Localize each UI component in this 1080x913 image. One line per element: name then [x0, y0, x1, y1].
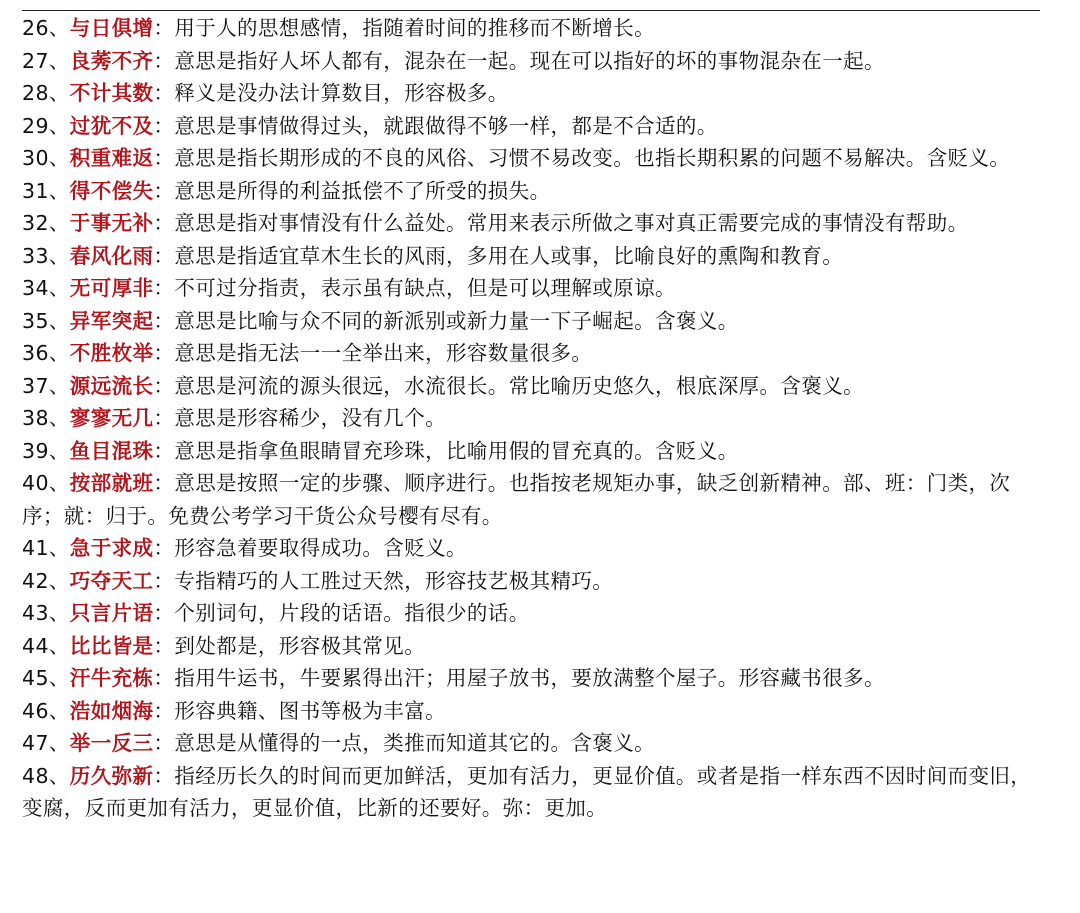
idiom-entry — [22, 110, 1040, 143]
idiom-entry — [22, 175, 1040, 208]
idiom-definition: 意思是事情做得过头，就跟做得不够一样，都是不合适的。 — [174, 113, 718, 138]
idiom-entry — [22, 662, 1040, 695]
entry-number: 36、 — [22, 341, 70, 365]
idiom-term: 举一反三 — [69, 731, 154, 755]
idiom-definition: 意思是按照一定的步骤、顺序进行。也指按老规矩办事，缺乏创新精神。部、班：门类，次序；就：归于。免费公考学习干货公众号樱有尽有。 — [22, 471, 1011, 528]
term-separator: ： — [153, 601, 175, 625]
idiom-term: 鱼目混珠 — [69, 438, 154, 463]
entry-number: 34、 — [22, 276, 70, 300]
idiom-definition: 不可过分指责，表示虽有缺点，但是可以理解或原谅。 — [174, 276, 676, 300]
idiom-definition: 指经历长久的时间而更加鲜活，更加有活力，更显价值。或者是指一样东西不因时间而变旧，变腐，反而更加有活力，更显价值，比新的还要好。弥：更加。 — [22, 763, 1032, 820]
entry-number: 43、 — [22, 601, 70, 625]
entry-number: 26、 — [22, 16, 70, 40]
idiom-entry — [22, 240, 1040, 273]
idiom-term: 不计其数 — [69, 81, 154, 105]
term-separator: ： — [153, 633, 175, 658]
term-separator: ： — [153, 16, 175, 40]
idiom-term: 不胜枚举 — [69, 341, 154, 365]
idiom-definition: 个别词句，片段的话语。指很少的话。 — [174, 601, 530, 625]
entry-number: 44、 — [22, 633, 70, 658]
idiom-entry — [22, 45, 1040, 78]
entry-number: 48、 — [22, 763, 70, 788]
idiom-definition: 形容典籍、图书等极为丰富。 — [174, 698, 447, 723]
entry-number: 27、 — [22, 48, 70, 73]
idiom-term: 于事无补 — [69, 211, 154, 235]
idiom-term: 急于求成 — [69, 536, 154, 560]
idiom-definition: 专指精巧的人工胜过天然，形容技艺极其精巧。 — [174, 568, 614, 593]
idiom-definition: 意思是形容稀少，没有几个。 — [174, 406, 447, 430]
entry-number: 42、 — [22, 568, 70, 593]
entry-number: 32、 — [22, 211, 70, 235]
term-separator: ： — [153, 438, 175, 463]
idiom-entry — [22, 370, 1040, 403]
term-separator: ： — [153, 113, 175, 138]
idiom-term: 寥寥无几 — [69, 406, 154, 430]
idiom-entry — [22, 565, 1040, 598]
idiom-term: 良莠不齐 — [69, 48, 154, 73]
idiom-entry — [22, 435, 1040, 468]
term-separator: ： — [153, 308, 175, 333]
idiom-definition: 意思是指拿鱼眼睛冒充珍珠，比喻用假的冒充真的。含贬义。 — [174, 438, 739, 463]
entry-number: 33、 — [22, 243, 70, 268]
idiom-entry — [22, 695, 1040, 728]
term-separator: ： — [153, 276, 175, 300]
term-separator: ： — [153, 211, 175, 235]
term-separator: ： — [153, 536, 175, 560]
term-separator: ： — [153, 731, 175, 755]
term-separator: ： — [153, 666, 175, 690]
term-separator: ： — [153, 243, 175, 268]
term-separator: ： — [153, 341, 175, 365]
entry-number: 35、 — [22, 308, 70, 333]
term-separator: ： — [153, 373, 175, 398]
entry-number: 39、 — [22, 438, 70, 463]
idiom-entry — [22, 272, 1040, 305]
idiom-entry — [22, 727, 1040, 760]
idiom-term: 源远流长 — [69, 373, 154, 398]
idiom-definition: 用于人的思想感情，指随着时间的推移而不断增长。 — [174, 16, 656, 40]
idiom-definition: 形容急着要取得成功。含贬义。 — [174, 536, 467, 560]
idiom-entry — [22, 305, 1040, 338]
term-separator: ： — [153, 81, 175, 105]
idiom-term: 过犹不及 — [69, 113, 154, 138]
idiom-term: 得不偿失 — [69, 178, 154, 203]
term-separator: ： — [153, 568, 175, 593]
entry-number: 40、 — [22, 471, 70, 495]
entry-number: 31、 — [22, 178, 70, 203]
idiom-entry — [22, 12, 1040, 45]
term-separator: ： — [153, 178, 175, 203]
entry-number: 30、 — [22, 146, 70, 170]
idiom-term: 只言片语 — [69, 601, 154, 625]
idiom-term: 历久弥新 — [69, 763, 154, 788]
idiom-term: 春风化雨 — [69, 243, 154, 268]
idiom-term: 比比皆是 — [69, 633, 154, 658]
idiom-definition: 意思是指好人坏人都有，混杂在一起。现在可以指好的坏的事物混杂在一起。 — [174, 48, 885, 73]
term-separator: ： — [153, 698, 175, 723]
idiom-entry — [22, 630, 1040, 663]
idiom-entry — [22, 402, 1040, 435]
idiom-definition: 意思是所得的利益抵偿不了所受的损失。 — [174, 178, 551, 203]
idiom-entry — [22, 77, 1040, 110]
idiom-entry — [22, 467, 1040, 532]
idiom-definition: 指用牛运书，牛要累得出汗；用屋子放书，要放满整个屋子。形容藏书很多。 — [174, 666, 885, 690]
term-separator: ： — [153, 471, 175, 495]
idiom-definition: 意思是指无法一一全举出来，形容数量很多。 — [174, 341, 593, 365]
entry-number: 37、 — [22, 373, 70, 398]
entry-number: 46、 — [22, 698, 70, 723]
idiom-term: 按部就班 — [69, 471, 154, 495]
term-separator: ： — [153, 48, 175, 73]
idiom-term: 积重难返 — [69, 146, 154, 170]
term-separator: ： — [153, 763, 175, 788]
idiom-term: 无可厚非 — [69, 276, 154, 300]
entry-number: 45、 — [22, 666, 70, 690]
entry-number: 38、 — [22, 406, 70, 430]
idiom-definition: 意思是从懂得的一点，类推而知道其它的。含褒义。 — [174, 731, 656, 755]
idiom-definition: 意思是指对事情没有什么益处。常用来表示所做之事对真正需要完成的事情没有帮助。 — [174, 211, 969, 235]
idiom-entry — [22, 337, 1040, 370]
idiom-entry — [22, 760, 1040, 825]
top-rule — [22, 10, 1040, 11]
idiom-entry — [22, 207, 1040, 240]
idiom-definition: 意思是指长期形成的不良的风俗、习惯不易改变。也指长期积累的问题不易解决。含贬义。 — [174, 146, 1011, 170]
idiom-definition: 意思是比喻与众不同的新派别或新力量一下子崛起。含褒义。 — [174, 308, 739, 333]
idiom-definition: 意思是指适宜草木生长的风雨，多用在人或事，比喻良好的熏陶和教育。 — [174, 243, 844, 268]
entry-number: 41、 — [22, 536, 70, 560]
idiom-entry — [22, 532, 1040, 565]
entry-number: 29、 — [22, 113, 70, 138]
term-separator: ： — [153, 146, 175, 170]
idiom-term: 汗牛充栋 — [69, 666, 154, 690]
idiom-term: 浩如烟海 — [69, 698, 154, 723]
entry-number: 47、 — [22, 731, 70, 755]
idiom-entry — [22, 597, 1040, 630]
idiom-definition: 到处都是，形容极其常见。 — [174, 633, 426, 658]
idiom-term: 巧夺天工 — [69, 568, 154, 593]
idiom-definition: 释义是没办法计算数目，形容极多。 — [174, 81, 509, 105]
idiom-entry — [22, 142, 1040, 175]
idiom-term: 与日俱增 — [69, 16, 154, 40]
idiom-term: 异军突起 — [69, 308, 154, 333]
idiom-list — [22, 12, 1040, 825]
entry-number: 28、 — [22, 81, 70, 105]
term-separator: ： — [153, 406, 175, 430]
idiom-definition: 意思是河流的源头很远，水流很长。常比喻历史悠久，根底深厚。含褒义。 — [174, 373, 865, 398]
